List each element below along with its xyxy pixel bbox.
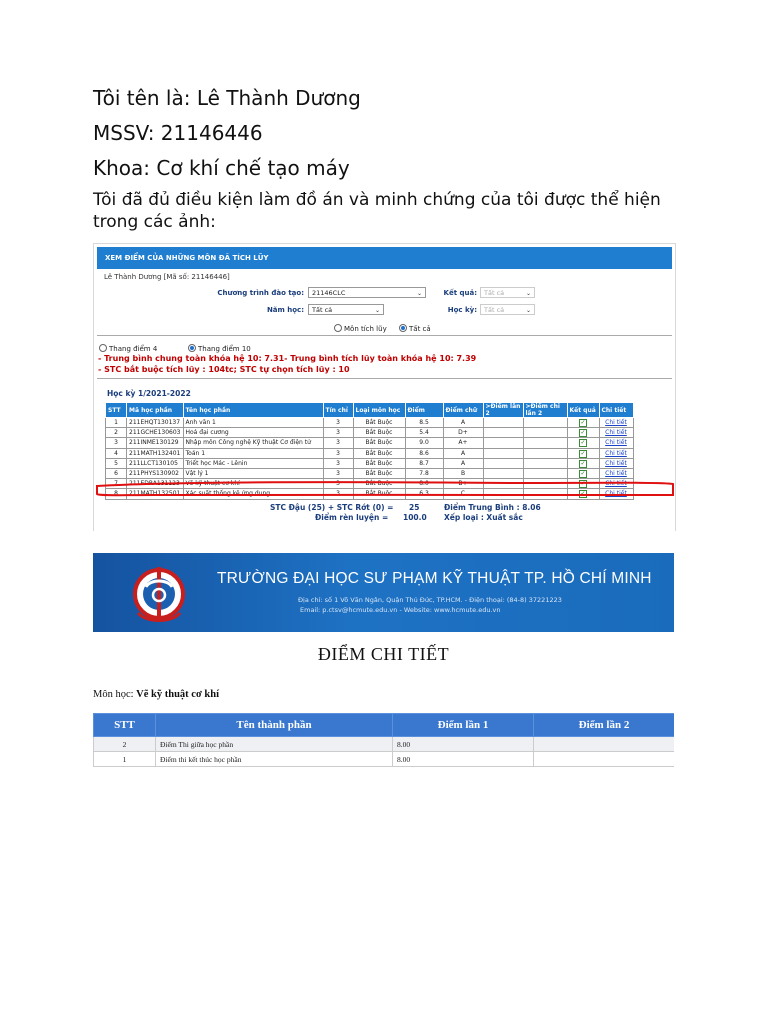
cell-result <box>567 438 599 448</box>
cell-letter: C <box>443 489 483 499</box>
cell-type: Bắt Buộc <box>353 428 405 438</box>
chevron-down-icon: ⌄ <box>374 307 380 314</box>
statement-paragraph: Tôi đã đủ điều kiện làm đồ án và minh chứng của tôi được thể hiện trong các ảnh: <box>93 190 661 232</box>
footer-credit-value: 25 <box>409 503 420 512</box>
col-score-2: Điểm lần 2 <box>534 714 675 737</box>
col-result: Kết quả <box>567 403 599 418</box>
cell-letter: A <box>443 418 483 428</box>
cell-credits: 3 <box>323 428 353 438</box>
cell-retake-letter <box>523 418 567 428</box>
footer-conduct-label: Điểm rèn luyện = <box>315 513 389 522</box>
student-id-line: MSSV: 21146446 <box>93 121 263 145</box>
cell-score: 8.5 <box>405 418 443 428</box>
detail-title: ĐIỂM CHI TIẾT <box>317 644 450 664</box>
detail-link[interactable]: Chi tiết <box>599 438 633 448</box>
cell-score-2 <box>534 737 675 752</box>
faculty-line: Khoa: Cơ khí chế tạo máy <box>93 156 350 180</box>
term-label: Học kỳ: <box>447 306 477 314</box>
detail-link[interactable]: Chi tiết <box>599 418 633 428</box>
cell-score: 5.4 <box>405 428 443 438</box>
cell-code: 211MATH132401 <box>127 448 184 458</box>
footer-conduct-value: 100.0 <box>403 513 427 522</box>
cell-result <box>567 448 599 458</box>
cell-credits: 3 <box>323 438 353 448</box>
table-row <box>106 479 634 489</box>
checkbox-checked-icon: ✓ <box>580 439 586 447</box>
cell-retake <box>483 418 523 428</box>
cell-letter: A <box>443 458 483 468</box>
col-stt: STT <box>106 403 127 418</box>
cell-type: Bắt Buộc <box>353 448 405 458</box>
cell-result <box>567 458 599 468</box>
cell-retake-letter <box>523 428 567 438</box>
cell-score-1: 8.00 <box>393 737 534 752</box>
cell-result <box>567 418 599 428</box>
checkbox-checked-icon: ✓ <box>580 429 586 437</box>
cell-letter: B <box>443 468 483 478</box>
cell-retake-letter <box>523 448 567 458</box>
cell-credits: 3 <box>323 479 353 489</box>
table-row <box>94 737 675 752</box>
cell-code: 211EDRA131123 <box>127 479 184 489</box>
table-row <box>106 448 634 458</box>
cell-retake <box>483 438 523 448</box>
radio-selected-icon <box>188 344 196 352</box>
grades-screenshot <box>93 243 676 531</box>
checkbox-checked-icon: ✓ <box>580 490 586 498</box>
cell-stt: 1 <box>94 752 156 767</box>
chevron-down-icon: ⌄ <box>525 307 531 314</box>
table-row <box>106 468 634 478</box>
cell-code: 211LLCT130105 <box>127 458 184 468</box>
cell-credits: 3 <box>323 489 353 499</box>
school-name: TRƯỜNG ĐẠI HỌC SƯ PHẠM KỸ THUẬT TP. HỒ CHÍ MINH <box>217 570 652 587</box>
cell-letter: A <box>443 448 483 458</box>
cell-name: Hoá đại cương <box>183 428 323 438</box>
year-select[interactable]: Tất cả ⌄ <box>308 304 384 315</box>
student-info: Lê Thành Dương [Mã số: 21146446] <box>104 273 230 281</box>
radio-all[interactable]: Tất cả <box>399 324 431 333</box>
col-component: Tên thành phần <box>156 714 393 737</box>
cell-score: 6.3 <box>405 489 443 499</box>
cell-type: Bắt Buộc <box>353 458 405 468</box>
cell-result <box>567 428 599 438</box>
radio-cumulative[interactable]: Môn tích lũy <box>334 324 387 333</box>
cell-stt: 2 <box>106 428 127 438</box>
detail-link[interactable]: Chi tiết <box>599 468 633 478</box>
school-logo-icon <box>124 557 194 627</box>
cell-name: Anh văn 1 <box>183 418 323 428</box>
cell-type: Bắt Buộc <box>353 479 405 489</box>
cell-retake-letter <box>523 479 567 489</box>
table-row <box>106 458 634 468</box>
cell-code: 211EHQT130137 <box>127 418 184 428</box>
cell-credits: 3 <box>323 468 353 478</box>
table-row <box>94 752 675 767</box>
detail-header-row <box>94 714 675 737</box>
cell-stt: 8 <box>106 489 127 499</box>
cell-letter: B+ <box>443 479 483 489</box>
term-select[interactable]: Tất cả ⌄ <box>480 304 535 315</box>
chevron-down-icon: ⌄ <box>416 290 422 297</box>
cell-retake-letter <box>523 438 567 448</box>
subject-name: Vẽ kỹ thuật cơ khí <box>136 689 219 700</box>
cell-retake-letter <box>523 458 567 468</box>
cell-component: Điểm Thi giữa học phần <box>156 737 393 752</box>
detail-screenshot <box>93 553 674 767</box>
cell-score: 9.0 <box>405 438 443 448</box>
cell-code: 211PHYS130902 <box>127 468 184 478</box>
cell-score-1: 8.00 <box>393 752 534 767</box>
cell-stt: 7 <box>106 479 127 489</box>
footer-average: Điểm Trung Bình : 8.06 <box>444 503 541 512</box>
result-label: Kết quả: <box>443 289 477 297</box>
cell-credits: 3 <box>323 448 353 458</box>
col-stt: STT <box>94 714 156 737</box>
cell-name: Vật lý 1 <box>183 468 323 478</box>
cell-retake <box>483 479 523 489</box>
cell-result <box>567 489 599 499</box>
program-select[interactable]: 21146CLC ⌄ <box>308 287 426 298</box>
school-contact: Email: p.ctsv@hcmute.edu.vn - Website: www.hcmute.edu.vn <box>300 606 501 614</box>
cell-stt: 5 <box>106 458 127 468</box>
cell-stt: 3 <box>106 438 127 448</box>
cell-retake <box>483 448 523 458</box>
cell-name: Triết học Mác - Lênin <box>183 458 323 468</box>
student-name-line: Tôi tên là: Lê Thành Dương <box>93 86 361 110</box>
cell-retake <box>483 468 523 478</box>
cell-score: 8.6 <box>405 448 443 458</box>
col-letter: Điểm chữ <box>443 403 483 418</box>
detail-link[interactable]: Chi tiết <box>599 489 633 499</box>
table-row <box>106 428 634 438</box>
cell-score-2 <box>534 752 675 767</box>
cell-result <box>567 479 599 489</box>
footer-credit-label: STC Đậu (25) + STC Rớt (0) = <box>270 503 394 512</box>
cell-code: 211GCHE130603 <box>127 428 184 438</box>
divider <box>97 335 672 336</box>
checkbox-checked-icon: ✓ <box>580 419 586 427</box>
cell-code: 211INME130129 <box>127 438 184 448</box>
cell-stt: 6 <box>106 468 127 478</box>
chevron-down-icon: ⌄ <box>525 290 531 297</box>
checkbox-checked-icon: ✓ <box>580 449 586 457</box>
cell-name: Nhập môn Công nghệ Kỹ thuật Cơ điện tử <box>183 438 323 448</box>
cell-retake <box>483 428 523 438</box>
cell-stt: 4 <box>106 448 127 458</box>
radio-scale-4[interactable]: Thang điểm 4 <box>99 344 157 353</box>
result-select[interactable]: Tất cả ⌄ <box>480 287 535 298</box>
cell-credits: 3 <box>323 418 353 428</box>
school-address: Địa chỉ: số 1 Võ Văn Ngân, Quận Thủ Đức, TP.HCM. - Điện thoại: (84-8) 37221223 <box>298 596 562 604</box>
cell-code: 211MATH132501 <box>127 489 184 499</box>
cell-name: Vẽ kỹ thuật cơ khí <box>183 479 323 489</box>
cell-type: Bắt Buộc <box>353 418 405 428</box>
cell-result <box>567 468 599 478</box>
cell-score: 8.0 <box>405 479 443 489</box>
grades-header: XEM ĐIỂM CỦA NHỮNG MÔN ĐÃ TÍCH LŨY <box>97 247 672 269</box>
col-retake-letter: >Điểm chi lần 2 <box>523 403 567 418</box>
detail-link[interactable]: Chi tiết <box>599 428 633 438</box>
cell-stt: 2 <box>94 737 156 752</box>
semester-heading: Học kỳ 1/2021-2022 <box>107 389 191 398</box>
checkbox-checked-icon: ✓ <box>580 470 586 478</box>
cell-retake-letter <box>523 489 567 499</box>
col-score-1: Điểm lần 1 <box>393 714 534 737</box>
cell-credits: 3 <box>323 458 353 468</box>
col-name: Tên học phần <box>183 403 323 418</box>
detail-link[interactable]: Chi tiết <box>599 479 633 489</box>
table-row <box>106 489 634 499</box>
radio-selected-icon <box>399 324 407 332</box>
table-row <box>106 438 634 448</box>
school-banner <box>93 553 674 632</box>
cell-type: Bắt Buộc <box>353 489 405 499</box>
subject-label: Môn học: <box>93 689 134 700</box>
year-label: Năm học: <box>266 306 304 314</box>
detail-link[interactable]: Chi tiết <box>599 458 633 468</box>
col-credits: Tín chỉ <box>323 403 353 418</box>
divider <box>97 378 672 379</box>
col-type: Loại môn học <box>353 403 405 418</box>
cell-type: Bắt Buộc <box>353 468 405 478</box>
detail-table <box>93 713 674 767</box>
detail-link[interactable]: Chi tiết <box>599 448 633 458</box>
cell-letter: D+ <box>443 428 483 438</box>
footer-rank: Xếp loại : Xuất sắc <box>444 513 523 522</box>
radio-icon <box>334 324 342 332</box>
col-retake: >Điểm lần 2 <box>483 403 523 418</box>
grades-table <box>105 402 634 500</box>
radio-icon <box>99 344 107 352</box>
checkbox-checked-icon: ✓ <box>580 459 586 467</box>
checkbox-checked-icon: ✓ <box>580 480 586 488</box>
cell-retake-letter <box>523 468 567 478</box>
subject-line <box>93 689 219 700</box>
cell-retake <box>483 458 523 468</box>
col-code: Mã học phần <box>127 403 184 418</box>
summary-credits: - STC bắt buộc tích lũy : 104tc; STC tự chọn tích lũy : 10 <box>98 365 350 374</box>
program-label: Chương trình đào tạo: <box>217 289 304 297</box>
cell-score: 8.7 <box>405 458 443 468</box>
grades-header-row <box>106 403 634 418</box>
col-detail: Chi tiết <box>599 403 633 418</box>
cell-retake <box>483 489 523 499</box>
table-row <box>106 418 634 428</box>
cell-name: Toán 1 <box>183 448 323 458</box>
radio-scale-10[interactable]: Thang điểm 10 <box>188 344 251 353</box>
cell-stt: 1 <box>106 418 127 428</box>
cell-component: Điểm thi kết thúc học phần <box>156 752 393 767</box>
cell-score: 7.8 <box>405 468 443 478</box>
cell-name: Xác suất thống kê ứng dụng <box>183 489 323 499</box>
summary-gpa: - Trung bình chung toàn khóa hệ 10: 7.31- Trung bình tích lũy toàn khóa hệ 10: 7.39 <box>98 354 477 363</box>
cell-type: Bắt Buộc <box>353 438 405 448</box>
col-score: Điểm <box>405 403 443 418</box>
cell-letter: A+ <box>443 438 483 448</box>
